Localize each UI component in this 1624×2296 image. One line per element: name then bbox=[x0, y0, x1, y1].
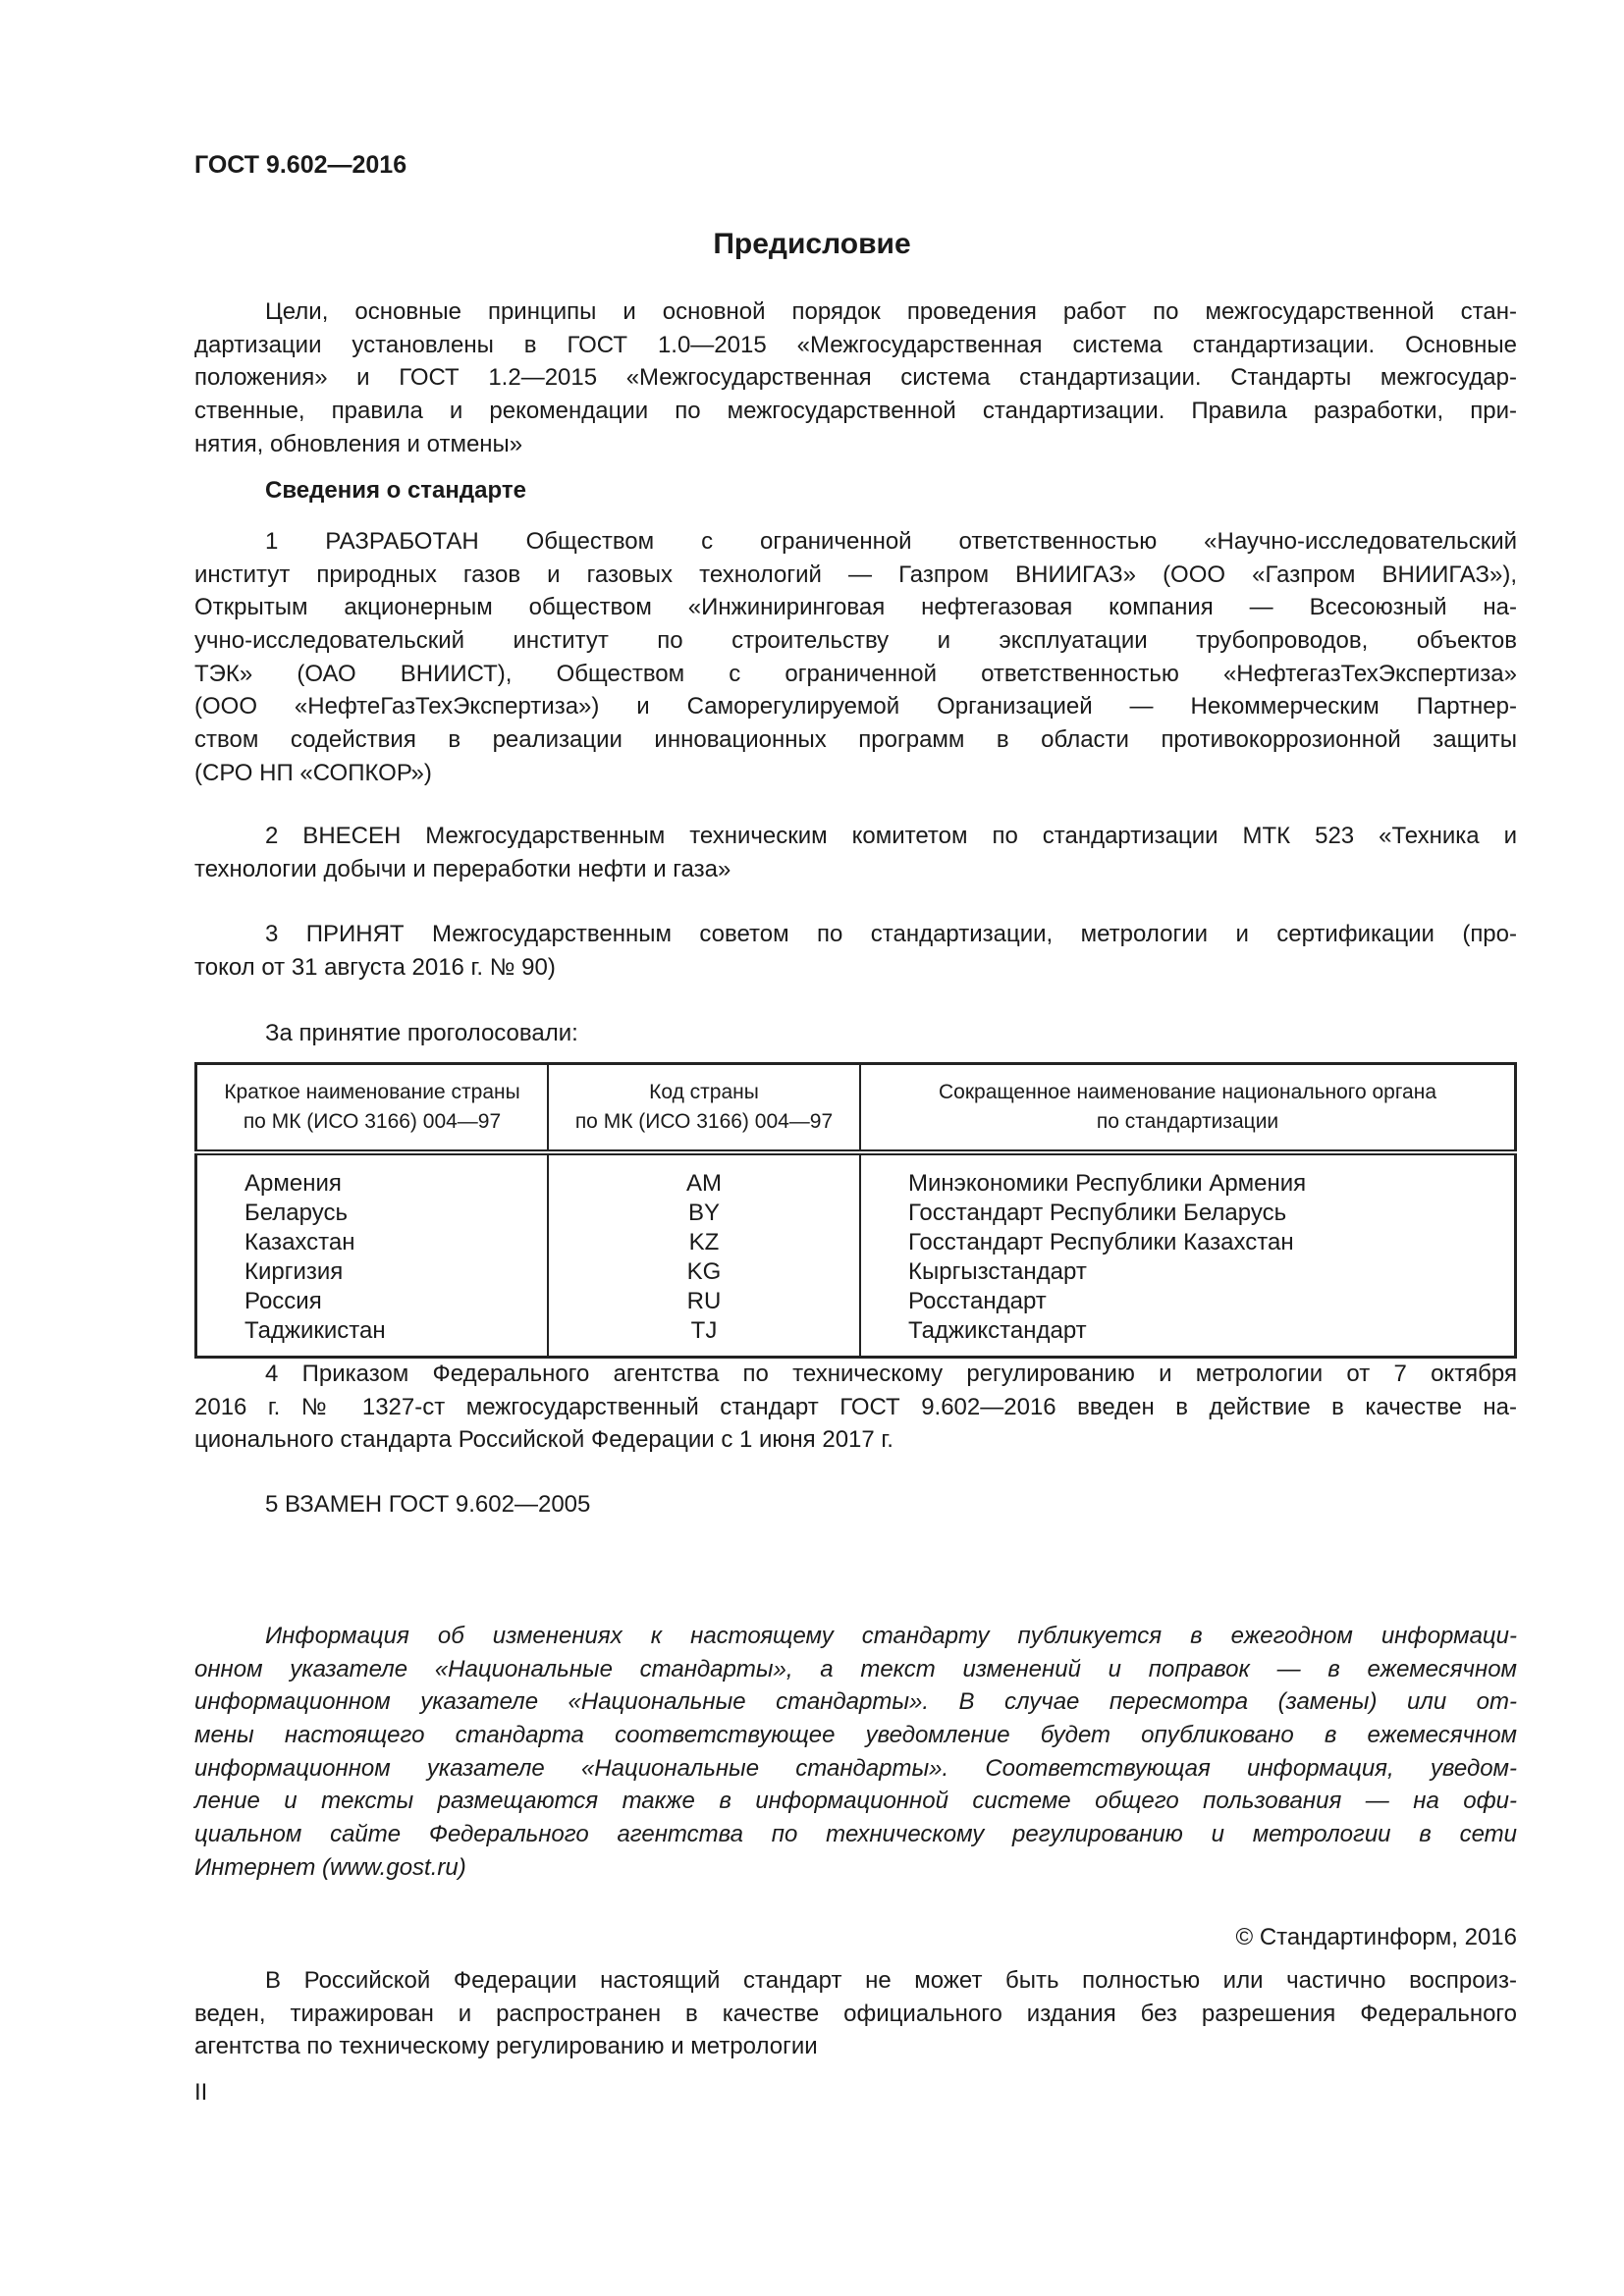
section-heading: Сведения о стандарте bbox=[265, 477, 526, 504]
item-1-developed bbox=[194, 525, 1517, 790]
column-header-country bbox=[196, 1064, 549, 1153]
item-3-adopted bbox=[194, 918, 1517, 984]
text-line: информационном указателе «Национальные стандарты». Соответствующая информация, уведом- bbox=[194, 1754, 1517, 1782]
vote-label: За принятие проголосовали: bbox=[265, 1020, 578, 1046]
table-row bbox=[196, 1199, 1516, 1228]
text-line: циальном сайте Федерального агентства по техническому регулированию и метрологии в сети bbox=[194, 1821, 1517, 1848]
text-line: ление и тексты размещаются также в информационной системе общего пользования — на офи- bbox=[194, 1788, 1517, 1815]
cell-code: RU bbox=[548, 1287, 860, 1316]
cell-code: AM bbox=[548, 1152, 860, 1199]
cell-body: Кыргызстандарт bbox=[860, 1257, 1516, 1287]
text-line: институт природных газов и газовых технологий — Газпром ВНИИГАЗ» (ООО «Газпром ВНИИГАЗ»), bbox=[194, 561, 1517, 588]
header-line: Краткое наименование страны bbox=[224, 1081, 520, 1103]
text-line: положения» и ГОСТ 1.2—2015 «Межгосударственная система стандартизации. Стандарты межгосудар- bbox=[194, 364, 1517, 392]
text-line: Информация об изменениях к настоящему стандарту публикуется в ежегодном информаци- bbox=[265, 1623, 1517, 1649]
text-line: ственные, правила и рекомендации по межгосударственной стандартизации. Правила разработки, при- bbox=[194, 398, 1517, 425]
column-header-code bbox=[548, 1064, 860, 1153]
text-line: 2 ВНЕСЕН Межгосударственным техническим комитетом по стандартизации МТК 523 «Техника и bbox=[265, 823, 1517, 849]
header-line: по МК (ИСО 3166) 004—97 bbox=[574, 1110, 834, 1133]
cell-body: Минэкономики Республики Армения bbox=[860, 1152, 1516, 1199]
text-line: 1 РАЗРАБОТАН Обществом с ограниченной ответственностью «Научно-исследовательский bbox=[265, 528, 1517, 555]
cell-country: Киргизия bbox=[196, 1257, 549, 1287]
cell-country: Беларусь bbox=[196, 1199, 549, 1228]
text-line: ством содействия в реализации инновационных программ в области противокоррозионной защиты bbox=[194, 726, 1517, 754]
cell-country: Россия bbox=[196, 1287, 549, 1316]
header-line: по МК (ИСО 3166) 004—97 bbox=[243, 1110, 502, 1133]
table-row bbox=[196, 1152, 1516, 1199]
text-line: дартизации установлены в ГОСТ 1.0—2015 «Межгосударственная система стандартизации. Основные bbox=[194, 331, 1517, 358]
item-4-order bbox=[194, 1358, 1517, 1457]
table-row bbox=[196, 1287, 1516, 1316]
copyright: © Стандартинформ, 2016 bbox=[1235, 1924, 1517, 1950]
page-title: Предисловие bbox=[713, 228, 911, 260]
text-line: информационном указателе «Национальные стандарты». В случае пересмотра (замены) или от- bbox=[194, 1688, 1517, 1716]
cell-body: Госстандарт Республики Казахстан bbox=[860, 1228, 1516, 1257]
text-line: Интернет (www.gost.ru) bbox=[194, 1853, 466, 1881]
intro-paragraph bbox=[194, 295, 1517, 460]
column-header-body bbox=[860, 1064, 1516, 1153]
notice-paragraph bbox=[194, 1620, 1517, 1885]
voting-table bbox=[194, 1062, 1517, 1359]
item-2-submitted bbox=[194, 820, 1517, 885]
cell-body: Госстандарт Республики Беларусь bbox=[860, 1199, 1516, 1228]
table-row bbox=[196, 1257, 1516, 1287]
table-header-row bbox=[196, 1064, 1516, 1153]
cell-body: Таджикстандарт bbox=[860, 1316, 1516, 1358]
text-line: агентства по техническому регулированию и метрологии bbox=[194, 2033, 818, 2060]
text-line: ционального стандарта Российской Федерации с 1 июня 2017 г. bbox=[194, 1426, 893, 1454]
text-line: учно-исследовательский институт по строительству и эксплуатации трубопроводов, объектов bbox=[194, 627, 1517, 655]
text-line: онном указателе «Национальные стандарты», а текст изменений и поправок — в ежемесячном bbox=[194, 1655, 1517, 1682]
text-line: (СРО НП «СОПКОР») bbox=[194, 759, 432, 786]
table-row bbox=[196, 1228, 1516, 1257]
document-code-header: ГОСТ 9.602—2016 bbox=[194, 151, 407, 179]
header-line: по стандартизации bbox=[1096, 1110, 1279, 1133]
text-line: 5 ВЗАМЕН ГОСТ 9.602—2005 bbox=[265, 1491, 591, 1518]
cell-code: KZ bbox=[548, 1228, 860, 1257]
text-line: веден, тиражирован и распространен в качестве официального издания без разрешения Федерального bbox=[194, 2000, 1517, 2027]
text-line: В Российской Федерации настоящий стандарт не может быть полностью или частично воспроиз- bbox=[265, 1967, 1517, 1994]
cell-country: Таджикистан bbox=[196, 1316, 549, 1358]
text-line: ТЭК» (ОАО ВНИИСТ), Обществом с ограниченной ответственностью «НефтегазТехЭкспертиза» bbox=[194, 660, 1517, 687]
cell-country: Армения bbox=[196, 1152, 549, 1199]
header-line: Код страны bbox=[649, 1081, 759, 1103]
text-line: 3 ПРИНЯТ Межгосударственным советом по стандартизации, метрологии и сертификации (про- bbox=[265, 921, 1517, 947]
cell-code: TJ bbox=[548, 1316, 860, 1358]
text-line: Цели, основные принципы и основной порядок проведения работ по межгосударственной стан- bbox=[265, 298, 1517, 325]
text-line: токол от 31 августа 2016 г. № 90) bbox=[194, 953, 556, 981]
header-line: Сокращенное наименование национального органа bbox=[938, 1081, 1437, 1103]
page-number: II bbox=[194, 2079, 208, 2106]
text-line: нятия, обновления и отмены» bbox=[194, 430, 523, 457]
text-line: технологии добычи и переработки нефти и газа» bbox=[194, 855, 731, 882]
cell-body: Росстандарт bbox=[860, 1287, 1516, 1316]
cell-country: Казахстан bbox=[196, 1228, 549, 1257]
rights-paragraph bbox=[194, 1964, 1517, 2063]
cell-code: BY bbox=[548, 1199, 860, 1228]
cell-code: KG bbox=[548, 1257, 860, 1287]
text-line: (ООО «НефтеГазТехЭкспертиза») и Саморегулируемой Организацией — Некоммерческим Партнер- bbox=[194, 693, 1517, 721]
table-row bbox=[196, 1316, 1516, 1358]
text-line: Открытым акционерным обществом «Инжиниринговая нефтегазовая компания — Всесоюзный на- bbox=[194, 594, 1517, 621]
item-5-replaces bbox=[194, 1488, 1517, 1522]
text-line: мены настоящего стандарта соответствующее уведомление будет опубликовано в ежемесячном bbox=[194, 1722, 1517, 1749]
text-line: 4 Приказом Федерального агентства по техническому регулированию и метрологии от 7 октября bbox=[265, 1361, 1517, 1387]
text-line: 2016 г. № 1327-ст межгосударственный стандарт ГОСТ 9.602—2016 введен в действие в качестве на- bbox=[194, 1393, 1517, 1420]
